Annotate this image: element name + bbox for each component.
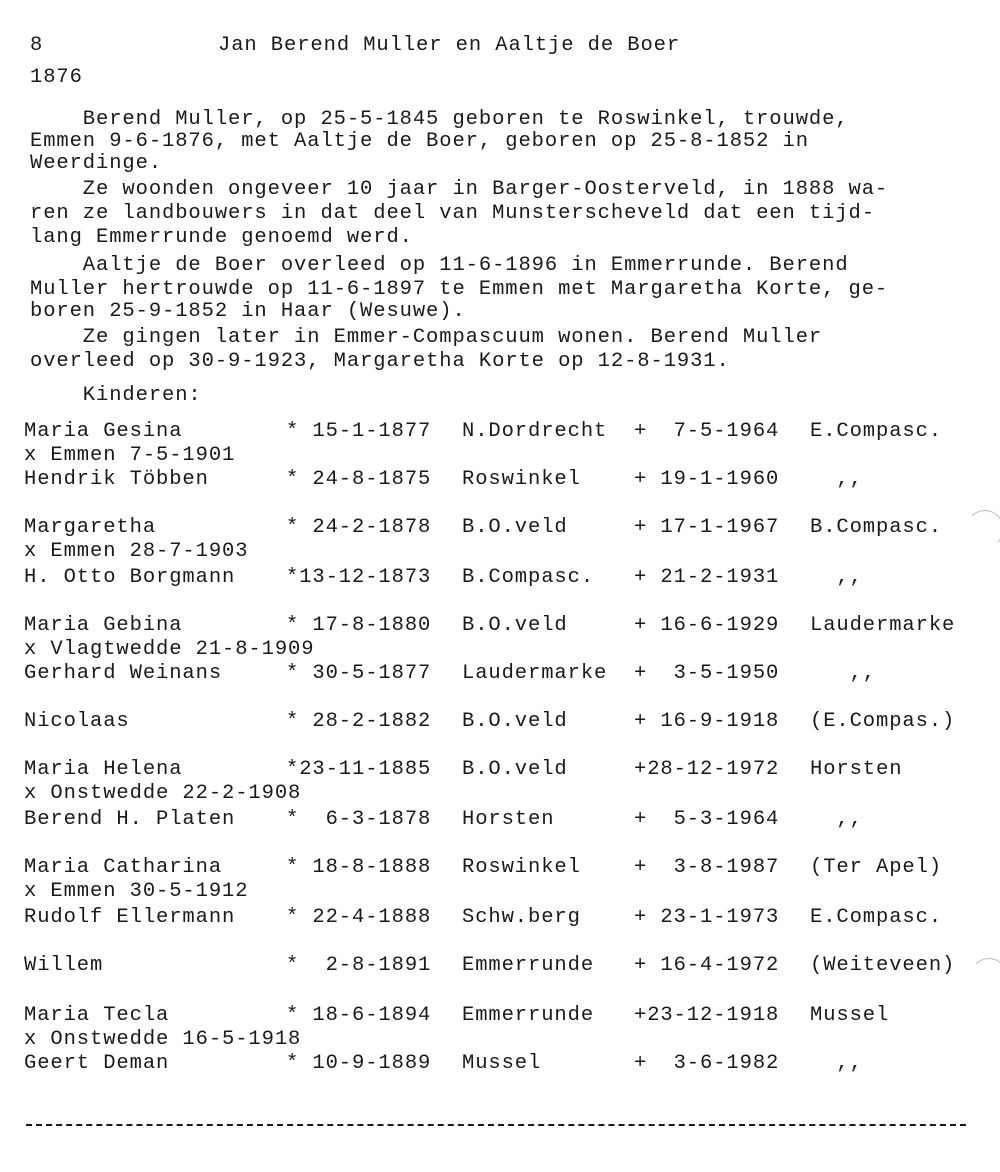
death-place: B.Compasc. <box>810 516 943 539</box>
death-place: (E.Compas.) <box>810 710 956 733</box>
text-line: Emmen 9-6-1876, met Aaltje de Boer, geboren op 25-8-1852 in <box>30 130 809 153</box>
birth-place: Horsten <box>462 808 555 831</box>
death-date: + 3-5-1950 <box>634 662 780 685</box>
birth-date: * 17-8-1880 <box>286 614 432 637</box>
birth-place: B.O.veld <box>462 758 568 781</box>
birth-place: Roswinkel <box>462 468 581 491</box>
birth-date: * 30-5-1877 <box>286 662 432 685</box>
death-place: Horsten <box>810 758 903 781</box>
birth-date: * 24-8-1875 <box>286 468 432 491</box>
death-place: ,, <box>810 808 863 831</box>
child-name: x Emmen 28-7-1903 <box>24 540 249 563</box>
birth-place: B.O.veld <box>462 516 568 539</box>
birth-place: Emmerrunde <box>462 1004 595 1027</box>
birth-date: * 24-2-1878 <box>286 516 432 539</box>
child-name: x Emmen 7-5-1901 <box>24 444 236 467</box>
child-name: Nicolaas <box>24 710 130 733</box>
birth-date: * 22-4-1888 <box>286 906 432 929</box>
death-place: (Weiteveen) <box>810 954 956 977</box>
child-name: x Vlagtwedde 21-8-1909 <box>24 638 315 661</box>
child-name: Maria Tecla <box>24 1004 170 1027</box>
death-date: + 3-6-1982 <box>634 1052 780 1075</box>
child-name: Margaretha <box>24 516 157 539</box>
child-name: Maria Gebina <box>24 614 183 637</box>
text-line: Ze gingen later in Emmer-Compascuum wonen. Berend Muller <box>30 326 823 349</box>
death-date: + 21-2-1931 <box>634 566 780 589</box>
death-date: + 16-4-1972 <box>634 954 780 977</box>
text-line: lang Emmerrunde genoemd werd. <box>30 226 413 249</box>
punch-hole-mark <box>966 510 1000 548</box>
death-place: ,, <box>810 662 877 685</box>
birth-place: Emmerrunde <box>462 954 595 977</box>
child-name: Gerhard Weinans <box>24 662 223 685</box>
death-place: ,, <box>810 566 863 589</box>
child-name: Berend H. Platen <box>24 808 236 831</box>
birth-date: *13-12-1873 <box>286 566 432 589</box>
page-divider <box>26 1124 966 1126</box>
death-place: E.Compasc. <box>810 420 943 443</box>
birth-date: * 6-3-1878 <box>286 808 432 831</box>
death-date: + 23-1-1973 <box>634 906 780 929</box>
birth-date: * 2-8-1891 <box>286 954 432 977</box>
birth-date: * 18-8-1888 <box>286 856 432 879</box>
page-number: 8 <box>30 34 44 57</box>
child-name: Maria Catharina <box>24 856 223 879</box>
death-date: + 16-9-1918 <box>634 710 780 733</box>
birth-place: Schw.berg <box>462 906 581 929</box>
text-line: overleed op 30-9-1923, Margaretha Korte op 12-8-1931. <box>30 350 730 373</box>
death-date: + 5-3-1964 <box>634 808 780 831</box>
death-date: +28-12-1972 <box>634 758 780 781</box>
death-date: + 7-5-1964 <box>634 420 780 443</box>
birth-place: Laudermarke <box>462 662 608 685</box>
death-place: Laudermarke <box>810 614 956 637</box>
punch-hole-mark <box>970 958 1000 996</box>
birth-date: * 10-9-1889 <box>286 1052 432 1075</box>
birth-date: *23-11-1885 <box>286 758 432 781</box>
birth-date: * 28-2-1882 <box>286 710 432 733</box>
text-line: ren ze landbouwers in dat deel van Munsterscheveld dat een tijd- <box>30 202 875 225</box>
text-line: Weerdinge. <box>30 152 163 175</box>
child-name: Hendrik Többen <box>24 468 209 491</box>
page-title: Jan Berend Muller en Aaltje de Boer <box>218 34 681 57</box>
text-line: Aaltje de Boer overleed op 11-6-1896 in Emmerrunde. Berend <box>30 254 849 277</box>
death-date: + 19-1-1960 <box>634 468 780 491</box>
text-line: boren 25-9-1852 in Haar (Wesuwe). <box>30 300 466 323</box>
text-line: Berend Muller, op 25-5-1845 geboren te Roswinkel, trouwde, <box>30 108 849 131</box>
year-heading: 1876 <box>30 66 83 89</box>
child-name: Maria Helena <box>24 758 183 781</box>
death-date: + 16-6-1929 <box>634 614 780 637</box>
birth-place: B.O.veld <box>462 614 568 637</box>
birth-date: * 18-6-1894 <box>286 1004 432 1027</box>
birth-place: N.Dordrecht <box>462 420 608 443</box>
child-name: x Emmen 30-5-1912 <box>24 880 249 903</box>
death-place: Mussel <box>810 1004 890 1027</box>
children-heading: Kinderen: <box>30 384 202 407</box>
text-line: Muller hertrouwde op 11-6-1897 te Emmen met Margaretha Korte, ge- <box>30 278 889 301</box>
birth-place: Mussel <box>462 1052 542 1075</box>
child-name: H. Otto Borgmann <box>24 566 236 589</box>
birth-date: * 15-1-1877 <box>286 420 432 443</box>
child-name: Rudolf Ellermann <box>24 906 236 929</box>
birth-place: B.Compasc. <box>462 566 595 589</box>
death-date: + 17-1-1967 <box>634 516 780 539</box>
death-place: E.Compasc. <box>810 906 943 929</box>
death-place: ,, <box>810 468 863 491</box>
birth-place: Roswinkel <box>462 856 581 879</box>
child-name: Maria Gesina <box>24 420 183 443</box>
death-place: ,, <box>810 1052 863 1075</box>
child-name: Geert Deman <box>24 1052 170 1075</box>
death-place: (Ter Apel) <box>810 856 943 879</box>
child-name: x Onstwedde 22-2-1908 <box>24 782 302 805</box>
death-date: +23-12-1918 <box>634 1004 780 1027</box>
death-date: + 3-8-1987 <box>634 856 780 879</box>
text-line: Ze woonden ongeveer 10 jaar in Barger-Oosterveld, in 1888 wa- <box>30 178 889 201</box>
child-name: Willem <box>24 954 104 977</box>
child-name: x Onstwedde 16-5-1918 <box>24 1028 302 1051</box>
birth-place: B.O.veld <box>462 710 568 733</box>
